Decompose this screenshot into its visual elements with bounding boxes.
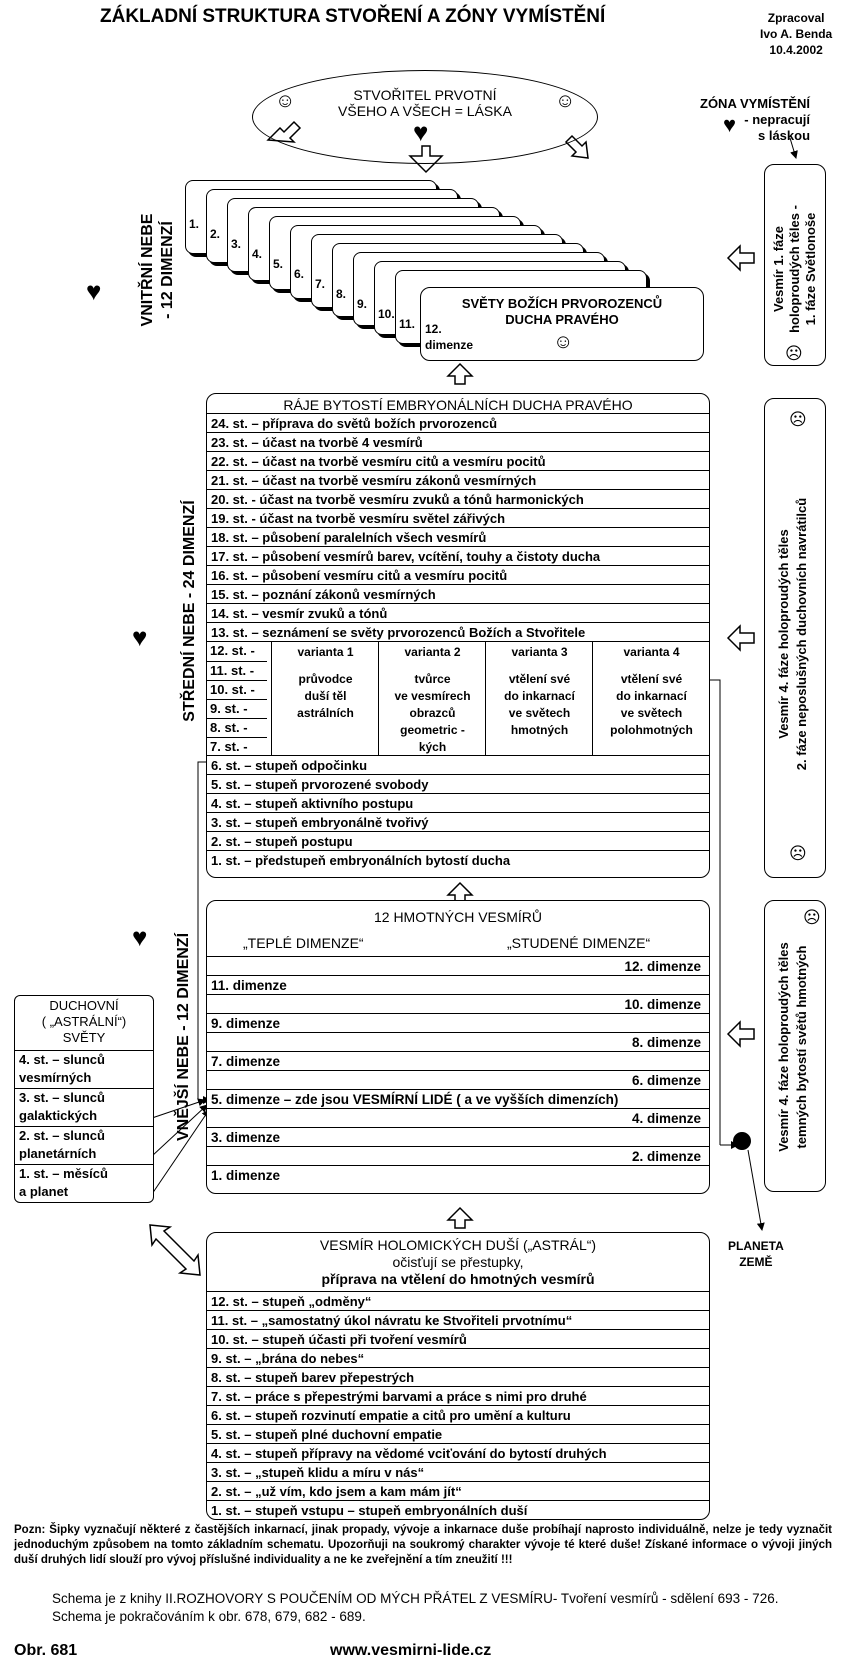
stage-row: 2. st. – „už vím, kdo jsem a kam mám jít“: [207, 1481, 709, 1501]
planet-earth-label: [728, 1238, 784, 1270]
stage-row: 1. st. – stupeň vstupu – stupeň embryonálních duší: [207, 1500, 709, 1520]
variant-line: duší těl: [304, 689, 347, 703]
title-line: DUCHA PRAVÉHO: [505, 312, 619, 327]
heart-icon: ♥: [132, 922, 148, 952]
stage-row: 11. st. -: [207, 661, 267, 680]
variant-line: průvodce: [298, 672, 353, 686]
dimension-label: dimenze: [425, 338, 474, 352]
holomic-title: [207, 1237, 709, 1288]
dimension-row: 9. dimenze: [207, 1013, 709, 1033]
variant-header: varianta 2: [404, 645, 461, 659]
astral-world-row: [15, 1088, 153, 1127]
material-universes-box: [206, 900, 710, 1194]
astral-world-row: [15, 1126, 153, 1165]
dimension-row: 11. dimenze: [207, 975, 709, 995]
dimension-row: 3. dimenze: [207, 1127, 709, 1147]
frown-icon: ☹: [785, 344, 803, 363]
row-line: 3. st. – slunců: [19, 1090, 105, 1105]
panel-line: Vesmír 1. fáze: [771, 226, 786, 312]
stage-row: 12. st. – stupeň „odměny“: [207, 1291, 709, 1311]
stage-row: 19. st. - účast na tvorbě vesmíru světel zářivých: [207, 508, 709, 528]
dimension-row: 4. dimenze: [207, 1108, 709, 1128]
arrow-up-icon: [448, 364, 472, 384]
stage-row: 6. st. – stupeň rozvinutí empatie a citů pro umění a kulturu: [207, 1405, 709, 1425]
variant-line: vtělení své: [620, 672, 683, 686]
variant-line: ve světech: [508, 706, 571, 720]
right-panel-2: [764, 398, 826, 878]
figure-number: Obr. 681: [14, 1642, 78, 1659]
planet-line: PLANETA: [728, 1239, 784, 1253]
stage-row: 11. st. – „samostatný úkol návratu ke Stvořiteli prvotnímu“: [207, 1310, 709, 1330]
stage-row: 7. st. -: [207, 737, 267, 756]
arrow-up-icon: [448, 1208, 472, 1228]
dimension-row: 7. dimenze: [207, 1051, 709, 1071]
zone-line: s láskou: [758, 128, 811, 143]
dimension-row: 6. dimenze: [207, 1070, 709, 1090]
variant-line: obrazců: [409, 706, 456, 720]
card-number: 8.: [336, 287, 347, 301]
credits: [760, 10, 832, 58]
planet-line: ZEMĚ: [739, 1255, 773, 1269]
right-panel-text: [775, 907, 815, 1187]
dimension-row: 1. dimenze: [207, 1165, 709, 1185]
stage-row: 18. st. – působení paralelních všech vesmírů: [207, 527, 709, 547]
firstborn-worlds-box: [420, 287, 704, 361]
variants-block: [207, 641, 709, 756]
dimension-number: 12.: [425, 322, 442, 336]
title-line: SVĚTY BOŽÍCH PRVOROZENCŮ: [461, 296, 663, 311]
right-panel-1: [764, 164, 826, 366]
stage-row: 22. st. – účast na tvorbě vesmíru citů a vesmíru pocitů: [207, 451, 709, 471]
row-line: galaktických: [19, 1108, 98, 1123]
variant-line: do inkarnací: [616, 689, 687, 703]
page-title: ZÁKLADNÍ STRUKTURA STVOŘENÍ A ZÓNY VYMÍSTĚNÍ: [100, 6, 606, 27]
material-title: 12 HMOTNÝCH VESMÍRŮ: [373, 909, 543, 925]
footnote: Pozn: Šipky vyznačují některé z častějších inkarnací, jinak propady, vývoje a inkarnace duše probíhají naprosto individuálně, nelze je tedy vyznačit jednoduchým způsobem na tomto základním schematu. Upozorňuji na soukromý charakter vývoje té které duše! Získané informace o vývoji jiných duší druhých lidí slouží pro vývoj příslušné individuality a ne ke zveřejnění a tím zneužití !!!: [14, 1524, 832, 1566]
card-number: 5.: [273, 257, 284, 271]
variant-line: astrálních: [297, 706, 354, 720]
right-panel-3: [764, 900, 826, 1192]
label-line: VNITŘNÍ NEBE: [139, 213, 156, 327]
variant-line: kých: [418, 740, 447, 754]
arrow-left-icon: [728, 1022, 754, 1046]
stage-row: 9. st. -: [207, 699, 267, 718]
website-link[interactable]: www.vesmirni-lide.cz: [330, 1642, 492, 1659]
title-line: ( „ASTRÁLNÍ“): [41, 1014, 127, 1029]
broken-heart-icon: ♥: [723, 112, 737, 137]
variant-column: [271, 642, 379, 756]
stage-row: 4. st. – stupeň aktivního postupu: [207, 793, 709, 813]
zone-label: [700, 96, 810, 144]
panel-line: Vesmír 4. fáze holoproudých těles: [776, 942, 791, 1152]
astral-world-row: [15, 1050, 153, 1089]
stage-row: 8. st. – stupeň barev přepestrých: [207, 1367, 709, 1387]
outer-heaven-label: VNĚJŠÍ NEBE - 12 DIMENZÍ: [175, 932, 192, 1142]
card-number: 9.: [357, 297, 368, 311]
arrow-left-icon: [728, 246, 754, 270]
astral-worlds-box: [14, 995, 154, 1203]
stage-row: 12. st. -: [210, 643, 255, 658]
stage-row: 20. st. - účast na tvorbě vesmíru zvuků a tónů harmonických: [207, 489, 709, 509]
row-line: vesmírných: [19, 1070, 92, 1085]
holomic-souls-box: [206, 1232, 710, 1520]
frown-icon: ☹: [789, 844, 807, 863]
title-line: SVĚTY: [62, 1030, 106, 1045]
credits-line: 10.4.2002: [769, 43, 823, 57]
stage-row: 4. st. – stupeň přípravy na vědomé vciťování do bytostí druhých: [207, 1443, 709, 1463]
variant-column: [378, 642, 486, 756]
astral-world-row: [15, 1164, 153, 1203]
variant-line: polohmotných: [610, 723, 693, 737]
heart-icon: ♥: [86, 276, 102, 306]
middle-heaven-box: [206, 393, 710, 878]
stage-row: 7. st. – práce s přepestrými barvami a práce s nimi pro druhé: [207, 1386, 709, 1406]
card-number: 10.: [378, 307, 395, 321]
stage-row: 5. st. – stupeň prvorozené svobody: [207, 774, 709, 794]
smile-icon: ☺: [275, 90, 296, 112]
card-number: 1.: [189, 217, 200, 231]
heart-icon: ♥: [132, 622, 148, 652]
variant-line: ve vesmírech: [394, 689, 471, 703]
stage-row: 14. st. – vesmír zvuků a tónů: [207, 603, 709, 623]
title-line: očisťují se přestupky,: [392, 1254, 524, 1270]
creator-ellipse: [252, 70, 598, 164]
label-line: - 12 DIMENZÍ: [159, 221, 176, 319]
source-note: Schema je z knihy II.ROZHOVORY S POUČENÍM OD MÝCH PŘÁTEL Z VESMÍRU- Tvoření vesmírů - sdělení 693 - 726. Schema je pokračováním k obr. 678, 679, 682 - 689.: [52, 1591, 779, 1624]
stage-row: 10. st. – stupeň účasti při tvoření vesmírů: [207, 1329, 709, 1349]
variant-line: tvůrce: [414, 672, 451, 686]
stage-row: 9. st. – „brána do nebes“: [207, 1348, 709, 1368]
variant-header: varianta 4: [623, 645, 680, 659]
frown-icon: ☹: [789, 410, 807, 429]
stage-row: 6. st. – stupeň odpočinku: [207, 755, 709, 775]
panel-line: 2. fáze neposlušných duchovních navrátilců: [794, 497, 809, 771]
middle-heaven-title: RÁJE BYTOSTÍ EMBRYONÁLNÍCH DUCHA PRAVÉHO: [283, 397, 633, 413]
earth-icon: [733, 1132, 751, 1150]
right-panel-text: [771, 169, 819, 369]
variant-line: geometric -: [400, 723, 465, 737]
panel-line: holoproudých těles -: [787, 205, 802, 333]
stage-row: 17. st. – působení vesmírů barev, vcítění, touhy a čistoty ducha: [207, 546, 709, 566]
panel-line: Vesmír 4. fáze holoproudých těles: [776, 529, 791, 739]
right-panel-text: [775, 414, 815, 854]
smile-icon: ☺: [553, 331, 574, 353]
title-line: VESMÍR HOLOMICKÝCH DUŠÍ („ASTRÁL“): [319, 1237, 597, 1253]
warm-dimensions-label: „TEPLÉ DIMENZE“: [243, 935, 364, 951]
cold-dimensions-label: „STUDENÉ DIMENZE“: [507, 935, 651, 951]
variant-column: [485, 642, 593, 756]
smile-icon: ☺: [555, 90, 576, 112]
variant-line: ve světech: [620, 706, 683, 720]
card-number: 6.: [294, 267, 305, 281]
panel-line: temných bytostí světů hmotných: [794, 945, 809, 1149]
heart-icon: ♥: [413, 117, 429, 147]
card-number: 4.: [252, 247, 263, 261]
inner-heaven-label: [138, 180, 182, 360]
creator-line: VŠEHO A VŠECH = LÁSKA: [338, 103, 512, 119]
dimension-row: 12. dimenze: [207, 956, 709, 976]
row-line: 4. st. – slunců: [19, 1052, 105, 1067]
credits-line: Zpracoval: [767, 11, 825, 25]
card-number: 2.: [210, 227, 221, 241]
arrow-left-icon: [728, 626, 754, 650]
zone-line: - nepracují: [744, 112, 811, 127]
card-number: 11.: [399, 317, 416, 331]
dimension-row: 5. dimenze – zde jsou VESMÍRNÍ LIDÉ ( a ve vyšších dimenzích): [207, 1089, 709, 1109]
middle-heaven-label: STŘEDNÍ NEBE - 24 DIMENZÍ: [181, 500, 198, 722]
card-number: 3.: [231, 237, 242, 251]
variant-line: vtělení své: [508, 672, 571, 686]
stage-row: 3. st. – „stupeň klidu a míru v nás“: [207, 1462, 709, 1482]
stage-row: 2. st. – stupeň postupu: [207, 831, 709, 851]
stage-row: 24. st. – příprava do světů božích prvorozenců: [207, 413, 709, 433]
stage-row: 23. st. – účast na tvorbě 4 vesmírů: [207, 432, 709, 452]
double-arrow-icon: [150, 1225, 200, 1275]
row-line: planetárních: [19, 1146, 97, 1161]
stage-row: 5. st. – stupeň plné duchovní empatie: [207, 1424, 709, 1444]
zone-line: ZÓNA VYMÍSTĚNÍ: [700, 96, 811, 111]
stage-row: 16. st. – působení vesmíru citů a vesmíru pocitů: [207, 565, 709, 585]
dimension-row: 10. dimenze: [207, 994, 709, 1014]
dimension-row: 2. dimenze: [207, 1146, 709, 1166]
panel-line: 1. fáze Světlonoše: [803, 212, 818, 326]
title-line: DUCHOVNÍ: [49, 998, 119, 1013]
stage-row: 21. st. – účast na tvorbě vesmíru zákonů vesmírných: [207, 470, 709, 490]
stage-row: 1. st. – předstupeň embryonálních bytostí ducha: [207, 850, 709, 870]
row-line: 1. st. – měsíců: [19, 1166, 108, 1181]
row-line: a planet: [19, 1184, 69, 1199]
credits-line: Ivo A. Benda: [760, 27, 833, 41]
variant-header: varianta 3: [511, 645, 568, 659]
stage-row: 8. st. -: [207, 718, 267, 737]
stage-row: 10. st. -: [207, 680, 267, 699]
variant-line: do inkarnací: [504, 689, 575, 703]
variant-column: [592, 642, 710, 756]
astral-worlds-title: [15, 998, 153, 1046]
frown-icon: ☹: [803, 908, 821, 927]
stage-row: 15. st. – poznání zákonů vesmírných: [207, 584, 709, 604]
row-line: 2. st. – slunců: [19, 1128, 105, 1143]
stage-row: 3. st. – stupeň embryonálně tvořivý: [207, 812, 709, 832]
creator-line: STVOŘITEL PRVOTNÍ: [353, 87, 497, 103]
title-line: příprava na vtělení do hmotných vesmírů: [321, 1271, 595, 1287]
dimension-row: 8. dimenze: [207, 1032, 709, 1052]
card-number: 7.: [315, 277, 326, 291]
variant-header: varianta 1: [297, 645, 354, 659]
firstborn-title: [421, 296, 703, 328]
variant-line: hmotných: [510, 723, 569, 737]
stage-row: 13. st. – seznámení se světy prvorozenců Božích a Stvořitele: [207, 622, 709, 642]
